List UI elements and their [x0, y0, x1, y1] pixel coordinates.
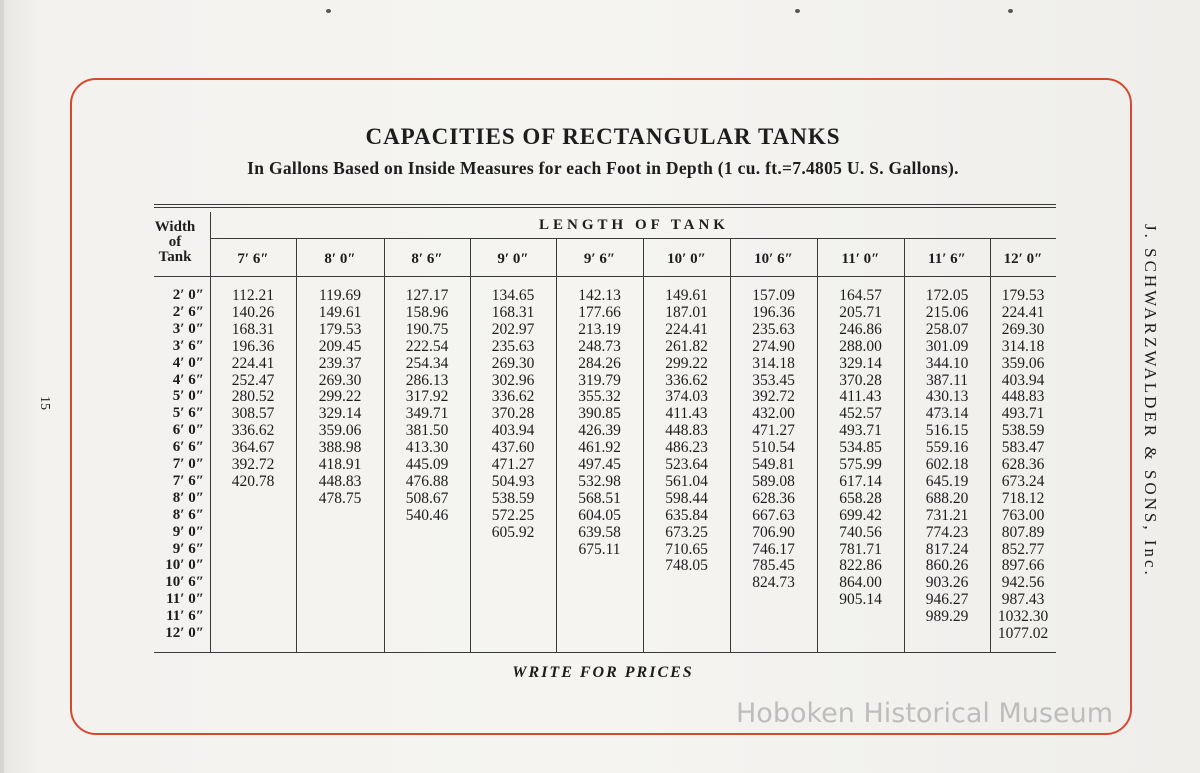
column-header: 10′ 0″ — [667, 251, 706, 267]
table-cell: 269.30 — [318, 371, 362, 389]
table-cell: 604.05 — [578, 506, 621, 524]
table-cell: 269.30 — [491, 354, 535, 372]
table-cell: 317.92 — [405, 388, 449, 406]
table-bottom-rule — [154, 652, 1056, 653]
table-cell: 177.66 — [578, 303, 621, 321]
binding-mark — [1008, 9, 1013, 13]
table-cell: 336.62 — [231, 422, 275, 440]
table-cell: 403.94 — [491, 422, 535, 440]
table-cell: 134.65 — [491, 287, 535, 304]
table-cell: 353.45 — [752, 371, 795, 389]
table-cell: 411.43 — [665, 405, 708, 423]
binding-mark — [795, 9, 800, 13]
width-header-line: Width — [154, 219, 196, 235]
table-cell: 852.77 — [1001, 540, 1045, 558]
table-cell: 381.50 — [405, 422, 449, 440]
width-header-line: of — [168, 234, 182, 250]
table-cell: 403.94 — [1001, 371, 1045, 389]
table-cell: 112.21 — [231, 287, 275, 304]
table-cell: 140.26 — [231, 303, 275, 321]
table-cell: 187.01 — [665, 303, 708, 321]
table-cell: 261.82 — [665, 337, 708, 355]
table-cell: 860.26 — [925, 557, 969, 575]
column-header: 7′ 6″ — [237, 251, 269, 267]
table-top-rule — [154, 204, 1056, 205]
row-label: 10′ 0″ — [165, 557, 204, 574]
table-cell: 355.32 — [578, 388, 621, 406]
table-cell: 688.20 — [925, 489, 969, 507]
width-header-line: Tank — [158, 249, 192, 265]
length-header: LENGTH OF TANK — [539, 217, 729, 233]
table-cell: 252.47 — [231, 371, 275, 389]
table-cell: 308.57 — [231, 405, 275, 423]
table-cell: 559.16 — [925, 439, 969, 457]
table-cell: 478.75 — [318, 489, 362, 507]
table-cell: 299.22 — [665, 354, 708, 372]
table-cell: 774.23 — [925, 523, 969, 541]
table-cell: 673.24 — [1001, 472, 1045, 490]
table-cell: 359.06 — [318, 422, 362, 440]
table-cell: 748.05 — [665, 557, 708, 575]
row-label: 10′ 6″ — [165, 574, 204, 591]
table-cell: 635.84 — [665, 506, 708, 524]
table-cell: 602.18 — [925, 456, 969, 473]
table-cell: 224.41 — [231, 354, 275, 372]
table-cell: 302.96 — [491, 371, 535, 389]
publisher-imprint: J. SCHWARZWALDER & SONS, Inc. — [1141, 224, 1160, 578]
table-cell: 538.59 — [491, 489, 535, 507]
table-cell: 534.85 — [839, 439, 882, 457]
museum-watermark: Hoboken Historical Museum — [736, 698, 1114, 729]
table-cell: 785.45 — [752, 557, 795, 575]
table-cell: 224.41 — [1001, 303, 1045, 321]
table-cell: 731.21 — [925, 506, 969, 524]
page-subtitle: In Gallons Based on Inside Measures for each Foot in Depth (1 cu. ft.=7.4805 U. S. Gallons). — [247, 158, 959, 178]
column-header: 9′ 0″ — [497, 251, 529, 267]
table-cell: 157.09 — [752, 287, 795, 304]
row-label: 3′ 0″ — [172, 320, 204, 337]
table-cell: 822.86 — [839, 557, 882, 575]
row-label: 5′ 0″ — [172, 388, 204, 405]
column-header: 10′ 6″ — [754, 251, 793, 267]
table-cell: 448.83 — [318, 472, 362, 490]
page-title: CAPACITIES OF RECTANGULAR TANKS — [365, 124, 841, 149]
table-cell: 675.11 — [578, 540, 621, 558]
row-label: 2′ 6″ — [172, 303, 204, 320]
column-header: 9′ 6″ — [583, 251, 616, 267]
table-cell: 364.67 — [231, 439, 275, 457]
row-label: 6′ 6″ — [172, 439, 204, 456]
table-cell: 639.58 — [578, 523, 621, 541]
table-cell: 319.79 — [578, 371, 621, 389]
table-cell: 388.98 — [318, 439, 362, 457]
table-cell: 575.99 — [839, 456, 882, 473]
row-label: 8′ 6″ — [172, 506, 204, 523]
table-cell: 763.00 — [1001, 506, 1045, 524]
table-cell: 119.69 — [318, 287, 362, 304]
table-cell: 461.92 — [578, 439, 621, 457]
table-cell: 215.06 — [925, 303, 969, 321]
table-cell: 239.37 — [318, 354, 362, 372]
table-cell: 235.63 — [491, 337, 535, 355]
row-label: 4′ 6″ — [172, 371, 204, 388]
table-cell: 903.26 — [925, 574, 969, 592]
table-cell: 213.19 — [578, 320, 621, 338]
table-cell: 473.14 — [925, 405, 969, 423]
table-cell: 222.54 — [405, 337, 449, 355]
table-cell: 583.47 — [1001, 439, 1045, 457]
row-label: 3′ 6″ — [172, 337, 204, 354]
row-label: 6′ 0″ — [172, 422, 204, 439]
table-cell: 418.91 — [318, 456, 362, 473]
table-cell: 286.13 — [405, 371, 449, 389]
table-cell: 452.57 — [839, 405, 882, 423]
table-cell: 987.43 — [1001, 591, 1045, 609]
table-cell: 370.28 — [491, 405, 535, 423]
table-cell: 504.93 — [491, 472, 535, 490]
table-cell: 284.26 — [578, 354, 621, 372]
table-cell: 336.62 — [491, 388, 535, 406]
table-cell: 549.81 — [752, 456, 795, 473]
table-cell: 314.18 — [1001, 337, 1045, 355]
table-cell: 288.00 — [839, 337, 882, 355]
table-cell: 246.86 — [839, 320, 882, 338]
table-cell: 432.00 — [752, 405, 795, 423]
table-cell: 486.23 — [665, 439, 708, 457]
table-cell: 269.30 — [1001, 320, 1045, 338]
table-cell: 349.71 — [405, 405, 449, 423]
table-cell: 392.72 — [752, 388, 795, 406]
table-cell: 168.31 — [231, 320, 275, 338]
table-cell: 149.61 — [665, 287, 708, 304]
table-cell: 329.14 — [318, 405, 362, 423]
table-cell: 336.62 — [665, 371, 708, 389]
table-cell: 807.89 — [1001, 523, 1045, 541]
table-cell: 540.46 — [405, 506, 449, 524]
table-cell: 202.97 — [491, 320, 535, 338]
table-cell: 142.13 — [578, 287, 621, 304]
table-cell: 258.07 — [925, 320, 969, 338]
table-cell: 718.12 — [1001, 489, 1045, 507]
table-cell: 667.63 — [752, 506, 795, 524]
table-cell: 172.05 — [925, 287, 969, 304]
row-label: 7′ 6″ — [172, 472, 204, 489]
table-cell: 420.78 — [231, 472, 275, 490]
table-cell: 510.54 — [752, 439, 795, 457]
table-cell: 493.71 — [839, 422, 882, 440]
table-cell: 740.56 — [839, 523, 882, 541]
row-label: 4′ 0″ — [172, 354, 204, 371]
table-cell: 532.98 — [578, 472, 621, 490]
table-cell: 359.06 — [1001, 354, 1045, 372]
table-cell: 374.03 — [665, 388, 708, 406]
table-cell: 168.31 — [491, 303, 535, 321]
table-cell: 390.85 — [578, 405, 621, 423]
table-cell: 628.36 — [752, 489, 795, 507]
table-cell: 561.04 — [665, 472, 708, 490]
table-cell: 523.64 — [665, 456, 708, 473]
table-cell: 448.83 — [665, 422, 708, 440]
table-cell: 658.28 — [839, 489, 882, 507]
write-for-prices: WRITE FOR PRICES — [512, 664, 694, 681]
table-cell: 205.71 — [839, 303, 882, 321]
row-label: 11′ 6″ — [166, 608, 204, 625]
table-cell: 471.27 — [752, 422, 795, 440]
table-cell: 299.22 — [318, 388, 362, 406]
table-cell: 392.72 — [231, 456, 275, 473]
row-label: 12′ 0″ — [165, 625, 204, 641]
row-label: 7′ 0″ — [172, 456, 204, 472]
table-cell: 497.45 — [578, 456, 621, 473]
table-cell: 605.92 — [491, 523, 535, 541]
table-cell: 387.11 — [925, 371, 969, 389]
table-cell: 274.90 — [752, 337, 795, 355]
table-cell: 149.61 — [318, 303, 362, 321]
page-fold — [0, 0, 4, 773]
table-cell: 426.39 — [578, 422, 621, 440]
table-cell: 710.65 — [665, 540, 708, 558]
table-cell: 254.34 — [405, 354, 449, 372]
table-cell: 572.25 — [491, 506, 535, 524]
table-cell: 344.10 — [925, 354, 969, 372]
table-cell: 989.29 — [925, 608, 969, 626]
table-cell: 280.52 — [231, 388, 275, 406]
table-cell: 699.42 — [839, 506, 882, 524]
table-cell: 508.67 — [405, 489, 449, 507]
table-cell: 476.88 — [405, 472, 449, 490]
table-cell: 628.36 — [1001, 456, 1045, 473]
row-label: 8′ 0″ — [172, 489, 204, 506]
table-cell: 589.08 — [752, 472, 795, 490]
table-cell: 493.71 — [1001, 405, 1045, 423]
table-cell: 471.27 — [491, 456, 535, 473]
column-header: 11′ 0″ — [841, 251, 880, 267]
table-cell: 430.13 — [925, 388, 969, 406]
table-cell: 448.83 — [1001, 388, 1045, 406]
table-cell: 445.09 — [405, 456, 449, 473]
table-cell: 196.36 — [231, 337, 275, 355]
page-number: 15 — [37, 396, 52, 410]
table-cell: 568.51 — [578, 489, 621, 507]
table-cell: 314.18 — [752, 354, 795, 372]
table-cell: 781.71 — [839, 540, 882, 558]
table-cell: 179.53 — [318, 320, 362, 338]
table-cell: 864.00 — [839, 574, 882, 592]
column-header: 8′ 0″ — [324, 251, 356, 267]
table-cell: 190.75 — [405, 320, 449, 338]
table-cell: 645.19 — [925, 472, 969, 490]
table-cell: 617.14 — [839, 472, 882, 490]
column-header: 11′ 6″ — [928, 251, 966, 267]
table-cell: 516.15 — [925, 422, 969, 440]
width-header — [148, 220, 202, 265]
table-cell: 209.45 — [318, 337, 362, 355]
table-cell: 942.56 — [1001, 574, 1045, 592]
binding-mark — [326, 9, 331, 13]
table-cell: 746.17 — [752, 540, 795, 558]
table-cell: 1032.30 — [997, 608, 1049, 626]
row-label: 9′ 6″ — [172, 540, 204, 557]
length-header-rule — [210, 238, 1056, 239]
column-header-rule — [154, 276, 1056, 277]
table-cell: 538.59 — [1001, 422, 1045, 440]
table-cell: 370.28 — [839, 371, 882, 389]
table-cell: 946.27 — [925, 591, 969, 609]
table-cell: 824.73 — [752, 574, 795, 592]
row-label: 5′ 6″ — [172, 405, 204, 422]
table-cell: 158.96 — [405, 303, 449, 321]
table-cell: 179.53 — [1001, 287, 1045, 304]
table-cell: 413.30 — [405, 439, 449, 457]
table-cell: 127.17 — [405, 287, 449, 304]
table-cell: 1077.02 — [997, 625, 1049, 642]
row-label: 2′ 0″ — [172, 287, 204, 303]
table-cell: 301.09 — [925, 337, 969, 355]
table-cell: 437.60 — [491, 439, 535, 457]
row-label: 11′ 0″ — [166, 591, 204, 608]
table-cell: 196.36 — [752, 303, 795, 321]
table-cell: 235.63 — [752, 320, 795, 338]
table-cell: 673.25 — [665, 523, 708, 541]
table-cell: 329.14 — [839, 354, 882, 372]
column-header: 8′ 6″ — [411, 251, 443, 267]
table-cell: 706.90 — [752, 523, 795, 541]
table-top-rule — [154, 207, 1056, 208]
table-cell: 598.44 — [665, 489, 708, 507]
row-label: 9′ 0″ — [172, 523, 204, 540]
table-cell: 411.43 — [839, 388, 882, 406]
table-cell: 224.41 — [665, 320, 708, 338]
table-cell: 164.57 — [839, 287, 882, 304]
table-cell: 897.66 — [1001, 557, 1045, 575]
table-cell: 817.24 — [925, 540, 969, 558]
table-cell: 248.73 — [578, 337, 621, 355]
table-cell: 905.14 — [839, 591, 882, 609]
column-header: 12′ 0″ — [1003, 251, 1043, 267]
